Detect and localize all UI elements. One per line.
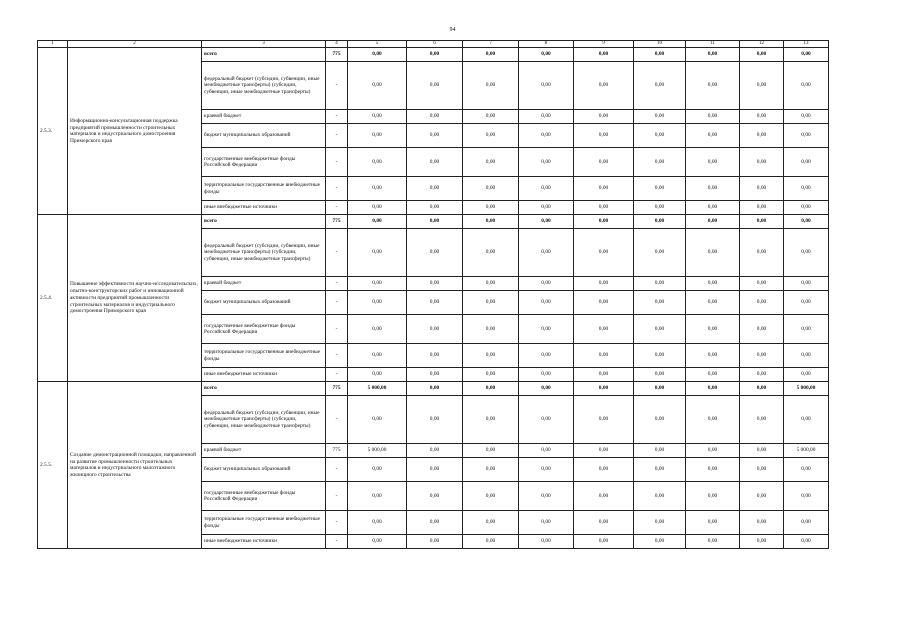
amount-cell: 0,00 xyxy=(634,291,686,315)
item-code: 2.5.5. xyxy=(38,382,68,549)
item-name: Информационно-консультационная поддержка предприятий промышленности строительных материалов и индустриального домостроения Приморского края xyxy=(68,48,202,215)
code-cell: - xyxy=(326,124,348,148)
funding-source: государственные внебюджетные фонды Российской Федерации xyxy=(202,482,326,511)
amount-cell: 0,00 xyxy=(784,511,829,535)
code-cell: 775 xyxy=(326,48,348,62)
amount-cell: 0,00 xyxy=(407,458,463,482)
amount-cell: 0,00 xyxy=(463,458,519,482)
amount-cell: 0,00 xyxy=(348,482,407,511)
amount-cell: 0,00 xyxy=(686,291,740,315)
amount-cell: 0,00 xyxy=(463,368,519,382)
amount-cell: 0,00 xyxy=(348,511,407,535)
funding-source: иные внебюджетные источники xyxy=(202,201,326,215)
amount-cell: 0,00 xyxy=(407,229,463,277)
amount-cell: 0,00 xyxy=(784,291,829,315)
item-name: Создание демонстрационной площадки, направленной на развитие промышленности строительных материалов и индустриального малоэтажного жилищного строительства xyxy=(68,382,202,549)
amount-cell: 0,00 xyxy=(407,396,463,444)
amount-cell: 0,00 xyxy=(519,277,574,291)
amount-cell: 0,00 xyxy=(348,368,407,382)
amount-cell: 0,00 xyxy=(740,535,784,549)
amount-cell: 0,00 xyxy=(740,344,784,368)
amount-cell: 0,00 xyxy=(686,368,740,382)
amount-cell: 0,00 xyxy=(784,48,829,62)
code-cell: - xyxy=(326,229,348,277)
amount-cell: 0,00 xyxy=(348,124,407,148)
amount-cell: 0,00 xyxy=(574,177,634,201)
amount-cell: 0,00 xyxy=(407,344,463,368)
amount-cell: 0,00 xyxy=(634,368,686,382)
amount-cell: 0,00 xyxy=(348,291,407,315)
amount-cell: 0,00 xyxy=(686,229,740,277)
amount-cell: 0,00 xyxy=(634,344,686,368)
amount-cell: 0,00 xyxy=(784,229,829,277)
amount-cell: 0,00 xyxy=(784,62,829,110)
funding-source: бюджет муниципальных образований xyxy=(202,124,326,148)
amount-cell: 0,00 xyxy=(463,277,519,291)
amount-cell: 0,00 xyxy=(574,291,634,315)
amount-cell: 0,00 xyxy=(407,124,463,148)
funding-source: всего xyxy=(202,382,326,396)
code-cell: - xyxy=(326,458,348,482)
funding-source: бюджет муниципальных образований xyxy=(202,291,326,315)
amount-cell: 0,00 xyxy=(463,382,519,396)
code-cell: 775 xyxy=(326,444,348,458)
amount-cell: 0,00 xyxy=(686,124,740,148)
amount-cell: 0,00 xyxy=(634,215,686,229)
amount-cell: 0,00 xyxy=(784,396,829,444)
amount-cell: 0,00 xyxy=(407,315,463,344)
funding-source: всего xyxy=(202,215,326,229)
amount-cell: 0,00 xyxy=(634,458,686,482)
amount-cell: 0,00 xyxy=(784,177,829,201)
amount-cell: 0,00 xyxy=(574,535,634,549)
amount-cell: 0,00 xyxy=(348,177,407,201)
funding-source: государственные внебюджетные фонды Российской Федерации xyxy=(202,315,326,344)
amount-cell: 0,00 xyxy=(574,482,634,511)
column-header: 7 xyxy=(463,41,519,48)
column-header: 9 xyxy=(574,41,634,48)
amount-cell: 0,00 xyxy=(519,344,574,368)
funding-source: федеральный бюджет (субсидии, субвенции, иные межбюджетные трансферты) (субсидии, субвенции, иные межбюджетные трансферты) xyxy=(202,396,326,444)
amount-cell: 0,00 xyxy=(686,535,740,549)
amount-cell: 0,00 xyxy=(574,382,634,396)
amount-cell: 0,00 xyxy=(574,444,634,458)
amount-cell: 0,00 xyxy=(519,511,574,535)
amount-cell: 0,00 xyxy=(348,48,407,62)
amount-cell: 0,00 xyxy=(634,535,686,549)
amount-cell: 0,00 xyxy=(686,277,740,291)
amount-cell: 5 000,00 xyxy=(348,382,407,396)
amount-cell: 0,00 xyxy=(407,444,463,458)
amount-cell: 0,00 xyxy=(348,201,407,215)
amount-cell: 0,00 xyxy=(634,177,686,201)
amount-cell: 0,00 xyxy=(463,511,519,535)
column-header: 8 xyxy=(519,41,574,48)
amount-cell: 0,00 xyxy=(634,315,686,344)
amount-cell: 0,00 xyxy=(574,215,634,229)
amount-cell: 0,00 xyxy=(348,535,407,549)
amount-cell: 0,00 xyxy=(407,148,463,177)
funding-source: территориальные государственные внебюджетные фонды xyxy=(202,344,326,368)
funding-source: федеральный бюджет (субсидии, субвенции, иные межбюджетные трансферты) (субсидии, субвенции, иные межбюджетные трансферты) xyxy=(202,229,326,277)
amount-cell: 0,00 xyxy=(519,201,574,215)
amount-cell: 0,00 xyxy=(519,444,574,458)
amount-cell: 0,00 xyxy=(519,110,574,124)
amount-cell: 0,00 xyxy=(686,396,740,444)
code-cell: - xyxy=(326,177,348,201)
amount-cell: 0,00 xyxy=(634,110,686,124)
funding-source: федеральный бюджет (субсидии, субвенции, иные межбюджетные трансферты) (субсидии, субвенции, иные межбюджетные трансферты) xyxy=(202,62,326,110)
amount-cell: 0,00 xyxy=(574,201,634,215)
funding-source: иные внебюджетные источники xyxy=(202,368,326,382)
amount-cell: 0,00 xyxy=(348,396,407,444)
amount-cell: 0,00 xyxy=(519,396,574,444)
amount-cell: 0,00 xyxy=(348,458,407,482)
amount-cell: 0,00 xyxy=(519,482,574,511)
amount-cell: 0,00 xyxy=(407,482,463,511)
code-cell: - xyxy=(326,277,348,291)
amount-cell: 0,00 xyxy=(463,291,519,315)
amount-cell: 0,00 xyxy=(634,124,686,148)
code-cell: - xyxy=(326,291,348,315)
table-row xyxy=(38,48,829,62)
amount-cell: 0,00 xyxy=(348,215,407,229)
amount-cell: 0,00 xyxy=(463,201,519,215)
table-row xyxy=(38,215,829,229)
column-header: 4 xyxy=(326,41,348,48)
amount-cell: 0,00 xyxy=(519,382,574,396)
amount-cell: 0,00 xyxy=(407,177,463,201)
page-number: 94 xyxy=(449,27,456,33)
amount-cell: 0,00 xyxy=(740,458,784,482)
amount-cell: 0,00 xyxy=(407,201,463,215)
amount-cell: 0,00 xyxy=(784,124,829,148)
amount-cell: 0,00 xyxy=(463,62,519,110)
amount-cell: 0,00 xyxy=(686,177,740,201)
amount-cell: 0,00 xyxy=(519,148,574,177)
amount-cell: 0,00 xyxy=(574,368,634,382)
amount-cell: 0,00 xyxy=(407,215,463,229)
amount-cell: 0,00 xyxy=(463,148,519,177)
column-header-row xyxy=(38,41,829,48)
amount-cell: 0,00 xyxy=(740,315,784,344)
amount-cell: 0,00 xyxy=(463,229,519,277)
amount-cell: 0,00 xyxy=(463,48,519,62)
amount-cell: 0,00 xyxy=(740,444,784,458)
amount-cell: 0,00 xyxy=(740,291,784,315)
column-header: 6 xyxy=(407,41,463,48)
amount-cell: 0,00 xyxy=(784,535,829,549)
item-code: 2.5.4. xyxy=(38,215,68,382)
funding-source: краевой бюджет xyxy=(202,110,326,124)
amount-cell: 0,00 xyxy=(784,344,829,368)
funding-source: территориальные государственные внебюджетные фонды xyxy=(202,511,326,535)
amount-cell: 0,00 xyxy=(634,201,686,215)
amount-cell: 0,00 xyxy=(784,215,829,229)
amount-cell: 0,00 xyxy=(574,124,634,148)
code-cell: - xyxy=(326,201,348,215)
amount-cell: 0,00 xyxy=(686,110,740,124)
amount-cell: 5 000,00 xyxy=(784,382,829,396)
column-header: 2 xyxy=(68,41,202,48)
amount-cell: 0,00 xyxy=(784,201,829,215)
amount-cell: 0,00 xyxy=(463,177,519,201)
code-cell: - xyxy=(326,368,348,382)
amount-cell: 0,00 xyxy=(634,229,686,277)
funding-source: государственные внебюджетные фонды Российской Федерации xyxy=(202,148,326,177)
amount-cell: 0,00 xyxy=(740,201,784,215)
amount-cell: 0,00 xyxy=(463,124,519,148)
amount-cell: 0,00 xyxy=(519,177,574,201)
amount-cell: 0,00 xyxy=(784,368,829,382)
column-header: 5 xyxy=(348,41,407,48)
amount-cell: 0,00 xyxy=(740,177,784,201)
amount-cell: 0,00 xyxy=(574,396,634,444)
code-cell: - xyxy=(326,315,348,344)
amount-cell: 0,00 xyxy=(634,444,686,458)
amount-cell: 0,00 xyxy=(574,110,634,124)
amount-cell: 0,00 xyxy=(686,344,740,368)
amount-cell: 0,00 xyxy=(519,315,574,344)
amount-cell: 0,00 xyxy=(519,458,574,482)
amount-cell: 0,00 xyxy=(784,458,829,482)
amount-cell: 0,00 xyxy=(634,48,686,62)
amount-cell: 0,00 xyxy=(348,148,407,177)
column-header: 12 xyxy=(740,41,784,48)
amount-cell: 0,00 xyxy=(634,148,686,177)
amount-cell: 0,00 xyxy=(574,315,634,344)
amount-cell: 0,00 xyxy=(574,458,634,482)
amount-cell: 0,00 xyxy=(348,110,407,124)
amount-cell: 0,00 xyxy=(407,48,463,62)
amount-cell: 0,00 xyxy=(686,48,740,62)
amount-cell: 0,00 xyxy=(463,110,519,124)
amount-cell: 0,00 xyxy=(634,62,686,110)
amount-cell: 0,00 xyxy=(634,382,686,396)
funding-source: всего xyxy=(202,48,326,62)
code-cell: 775 xyxy=(326,215,348,229)
table-row xyxy=(38,382,829,396)
amount-cell: 0,00 xyxy=(686,215,740,229)
amount-cell: 0,00 xyxy=(463,482,519,511)
funding-source: иные внебюджетные источники xyxy=(202,535,326,549)
budget-table xyxy=(37,40,829,549)
amount-cell: 0,00 xyxy=(519,535,574,549)
amount-cell: 0,00 xyxy=(634,277,686,291)
code-cell: - xyxy=(326,62,348,110)
amount-cell: 0,00 xyxy=(686,315,740,344)
amount-cell: 0,00 xyxy=(740,511,784,535)
amount-cell: 0,00 xyxy=(740,368,784,382)
amount-cell: 0,00 xyxy=(407,535,463,549)
amount-cell: 0,00 xyxy=(519,291,574,315)
code-cell: - xyxy=(326,396,348,444)
amount-cell: 0,00 xyxy=(519,229,574,277)
amount-cell: 0,00 xyxy=(740,396,784,444)
code-cell: - xyxy=(326,535,348,549)
amount-cell: 0,00 xyxy=(463,444,519,458)
amount-cell: 0,00 xyxy=(740,229,784,277)
amount-cell: 0,00 xyxy=(740,48,784,62)
amount-cell: 0,00 xyxy=(784,482,829,511)
amount-cell: 0,00 xyxy=(784,110,829,124)
amount-cell: 0,00 xyxy=(574,277,634,291)
item-code: 2.5.3. xyxy=(38,48,68,215)
amount-cell: 0,00 xyxy=(634,482,686,511)
amount-cell: 0,00 xyxy=(407,382,463,396)
column-header: 10 xyxy=(634,41,686,48)
amount-cell: 0,00 xyxy=(463,215,519,229)
amount-cell: 0,00 xyxy=(686,382,740,396)
amount-cell: 0,00 xyxy=(463,396,519,444)
funding-source: территориальные государственные внебюджетные фонды xyxy=(202,177,326,201)
amount-cell: 0,00 xyxy=(740,382,784,396)
amount-cell: 0,00 xyxy=(519,215,574,229)
amount-cell: 0,00 xyxy=(348,344,407,368)
amount-cell: 0,00 xyxy=(407,62,463,110)
amount-cell: 5 000,00 xyxy=(348,444,407,458)
column-header: 3 xyxy=(202,41,326,48)
amount-cell: 0,00 xyxy=(740,124,784,148)
code-cell: - xyxy=(326,482,348,511)
amount-cell: 0,00 xyxy=(348,315,407,344)
amount-cell: 0,00 xyxy=(686,62,740,110)
amount-cell: 0,00 xyxy=(519,368,574,382)
amount-cell: 0,00 xyxy=(519,124,574,148)
amount-cell: 0,00 xyxy=(686,458,740,482)
amount-cell: 0,00 xyxy=(463,535,519,549)
amount-cell: 0,00 xyxy=(574,344,634,368)
amount-cell: 0,00 xyxy=(463,315,519,344)
amount-cell: 5 000,00 xyxy=(784,444,829,458)
amount-cell: 0,00 xyxy=(574,511,634,535)
amount-cell: 0,00 xyxy=(574,62,634,110)
amount-cell: 0,00 xyxy=(519,48,574,62)
code-cell: - xyxy=(326,511,348,535)
code-cell: 775 xyxy=(326,382,348,396)
amount-cell: 0,00 xyxy=(740,62,784,110)
item-name: Повышение эффективности научно-исследовательских, опытно-конструкторских работ и инновационной активности предприятий промышленности строительных материалов и индустриального домостроения Приморского края xyxy=(68,215,202,382)
column-header: 13 xyxy=(784,41,829,48)
funding-source: бюджет муниципальных образований xyxy=(202,458,326,482)
amount-cell: 0,00 xyxy=(740,110,784,124)
amount-cell: 0,00 xyxy=(784,148,829,177)
amount-cell: 0,00 xyxy=(574,48,634,62)
amount-cell: 0,00 xyxy=(686,148,740,177)
amount-cell: 0,00 xyxy=(740,482,784,511)
funding-source: краевой бюджет xyxy=(202,277,326,291)
amount-cell: 0,00 xyxy=(348,229,407,277)
amount-cell: 0,00 xyxy=(740,277,784,291)
amount-cell: 0,00 xyxy=(634,396,686,444)
amount-cell: 0,00 xyxy=(519,62,574,110)
amount-cell: 0,00 xyxy=(348,277,407,291)
amount-cell: 0,00 xyxy=(686,511,740,535)
amount-cell: 0,00 xyxy=(407,277,463,291)
funding-source: краевой бюджет xyxy=(202,444,326,458)
amount-cell: 0,00 xyxy=(463,344,519,368)
amount-cell: 0,00 xyxy=(407,368,463,382)
amount-cell: 0,00 xyxy=(634,511,686,535)
amount-cell: 0,00 xyxy=(407,110,463,124)
column-header: 11 xyxy=(686,41,740,48)
amount-cell: 0,00 xyxy=(574,148,634,177)
code-cell: - xyxy=(326,344,348,368)
code-cell: - xyxy=(326,148,348,177)
amount-cell: 0,00 xyxy=(574,229,634,277)
amount-cell: 0,00 xyxy=(407,291,463,315)
amount-cell: 0,00 xyxy=(740,148,784,177)
amount-cell: 0,00 xyxy=(740,215,784,229)
amount-cell: 0,00 xyxy=(686,482,740,511)
amount-cell: 0,00 xyxy=(686,201,740,215)
column-header: 1 xyxy=(38,41,68,48)
amount-cell: 0,00 xyxy=(407,511,463,535)
amount-cell: 0,00 xyxy=(784,277,829,291)
amount-cell: 0,00 xyxy=(686,444,740,458)
code-cell: - xyxy=(326,110,348,124)
amount-cell: 0,00 xyxy=(348,62,407,110)
amount-cell: 0,00 xyxy=(784,315,829,344)
